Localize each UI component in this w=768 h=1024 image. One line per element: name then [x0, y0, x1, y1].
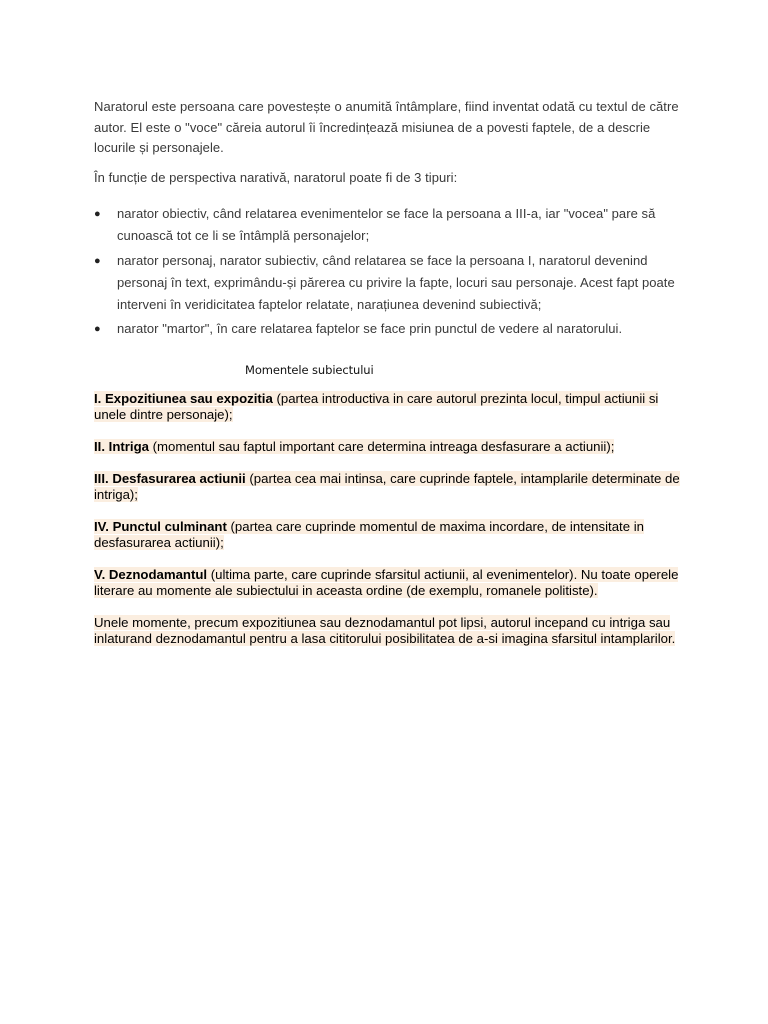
bullet-icon: ● [94, 208, 101, 220]
types-paragraph: În funcție de perspectiva narativă, naratorul poate fi de 3 tipuri: [94, 169, 458, 185]
moment-paragraph [94, 391, 684, 423]
moment-text: (momentul sau faptul important care determina intreaga desfasurare a actiunii); [148, 439, 615, 454]
moment-paragraph [94, 439, 684, 455]
moment-title: II. Intriga [94, 439, 149, 454]
closing-paragraph [94, 615, 684, 647]
closing-text: Unele momente, precum expozitiunea sau deznodamantul pot lipsi, autorul incepand cu intriga sau inlaturand deznodamantul pentru a lasa cititorului posibilitatea de a-si imagina sfarsitul intamplarilor. [94, 615, 676, 646]
moment-text: (partea care cuprinde momentul de maxima incordare, de intensitate in desfasurarea actiunii); [94, 519, 644, 550]
narrator-types-list [94, 203, 680, 340]
bullet-icon: ● [94, 254, 101, 267]
list-item [94, 250, 680, 316]
bullet-icon: ● [94, 323, 101, 335]
moment-text: (partea introductiva in care autorul prezinta locul, timpul actiunii si unele dintre personaje); [94, 391, 659, 422]
moment-paragraph [94, 471, 684, 503]
intro-paragraph: Naratorul este persoana care povestește o anumită întâmplare, fiind inventat odată cu textul de către autor. El este o "voce" căreia autorul îi încredințează misiunea de a povesti faptele, de a descrie locurile și personajele. [94, 99, 679, 155]
section-heading: Momentele subiectului [245, 363, 374, 377]
list-item-text: narator personaj, narator subiectiv, când relatarea se face la persoana I, naratorul devenind personaj în text, exprimându-și părerea cu privire la fapte, locuri sau personaje. Acest fapt poate interveni în veridicitatea faptelor relatate, narațiunea devenind subiectivă; [117, 252, 675, 312]
list-item-text: narator obiectiv, când relatarea evenimentelor se face la persoana a III-a, iar "vocea" pare să cunoască tot ce li se întâmplă personajelor; [117, 206, 656, 243]
moment-paragraph [94, 519, 684, 551]
list-item [94, 203, 680, 247]
moment-paragraph [94, 567, 684, 599]
list-item [94, 318, 680, 340]
moment-title: I. Expozitiunea sau expozitia [94, 391, 273, 406]
moment-text: (partea cea mai intinsa, care cuprinde faptele, intamplarile determinate de intriga); [94, 471, 680, 502]
moment-text: (ultima parte, care cuprinde sfarsitul actiunii, al evenimentelor). Nu toate operele literare au momente ale subiectului in aceasta ordine (de exemplu, romanele politiste). [94, 567, 679, 598]
moment-title: V. Deznodamantul [94, 567, 208, 582]
intro-section [94, 97, 680, 343]
moment-title: III. Desfasurarea actiunii [94, 471, 246, 486]
moment-title: IV. Punctul culminant [94, 519, 227, 534]
moments-section [94, 391, 684, 663]
list-item-text: narator "martor", în care relatarea faptelor se face prin punctul de vedere al naratorului. [117, 321, 623, 336]
